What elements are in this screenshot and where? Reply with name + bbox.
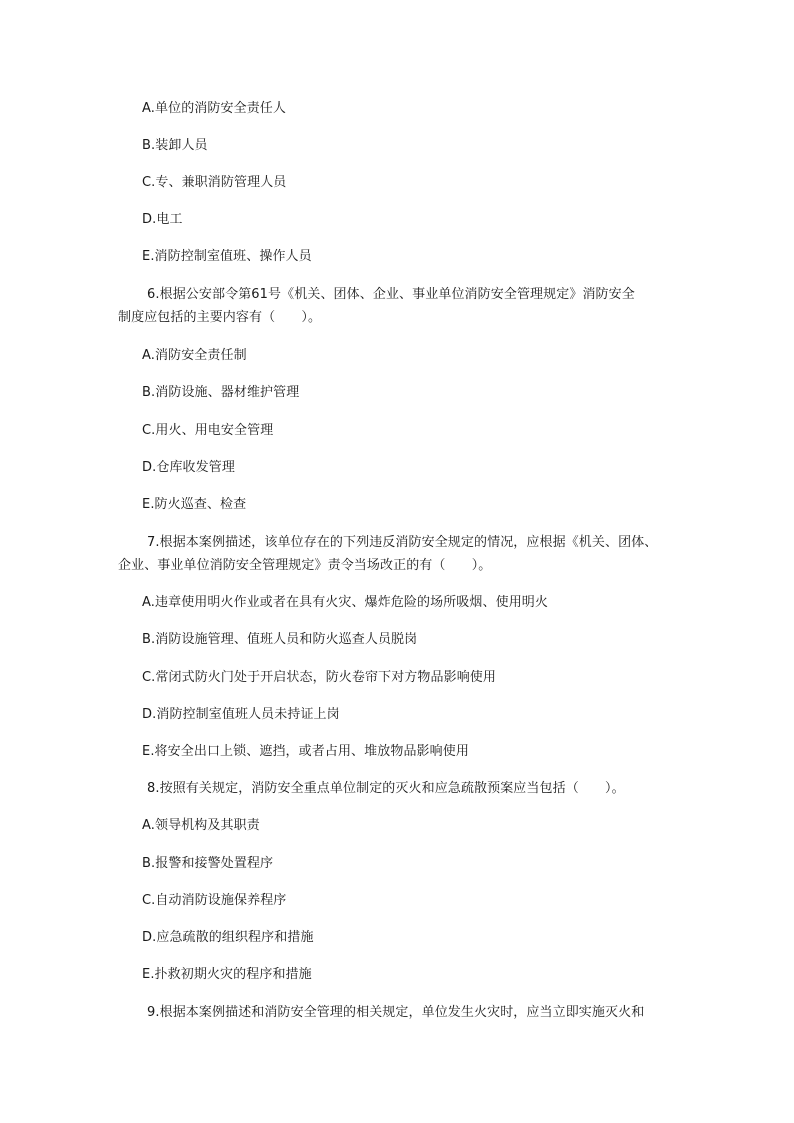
q6-stem-line1: 6.根据公安部令第61号《机关、团体、企业、事业单位消防安全管理规定》消防安全: [147, 287, 635, 302]
q5-option-d: D.电工: [142, 212, 183, 227]
q6-option-c: C.用火、用电安全管理: [142, 423, 274, 438]
q5-option-c: C.专、兼职消防管理人员: [142, 175, 287, 190]
q8-option-b: B.报警和接警处置程序: [142, 856, 274, 871]
q6-option-a: A.消防安全责任制: [142, 348, 247, 363]
q8-option-d: D.应急疏散的组织程序和措施: [142, 930, 314, 945]
q6-option-b: B.消防设施、器材维护管理: [142, 385, 300, 400]
q7-option-b: B.消防设施管理、值班人员和防火巡查人员脱岗: [142, 632, 418, 647]
q7-option-e: E.将安全出口上锁、遮挡，或者占用、堆放物品影响使用: [142, 744, 469, 759]
q7-option-d: D.消防控制室值班人员未持证上岗: [142, 707, 340, 722]
q7-stem-line2: 企业、事业单位消防安全管理规定》责令当场改正的有（ ）。: [118, 558, 492, 573]
q5-option-b: B.装卸人员: [142, 138, 208, 153]
q7-option-c: C.常闭式防火门处于开启状态，防火卷帘下对方物品影响使用: [142, 670, 497, 685]
q9-stem-line1: 9.根据本案例描述和消防安全管理的相关规定，单位发生火灾时，应当立即实施灭火和: [147, 1005, 645, 1020]
q8-option-a: A.领导机构及其职责: [142, 818, 260, 833]
q6-stem-line2: 制度应包括的主要内容有（ ）。: [118, 310, 322, 325]
q7-option-a: A.违章使用明火作业或者在具有火灾、爆炸危险的场所吸烟、使用明火: [142, 595, 548, 610]
q6-option-d: D.仓库收发管理: [142, 460, 235, 475]
q6-option-e: E.防火巡查、检查: [142, 497, 247, 512]
q8-option-c: C.自动消防设施保养程序: [142, 893, 287, 908]
q8-option-e: E.扑救初期火灾的程序和措施: [142, 967, 312, 982]
q5-option-e: E.消防控制室值班、操作人员: [142, 249, 312, 264]
q7-stem-line1: 7.根据本案例描述，该单位存在的下列违反消防安全规定的情况，应根据《机关、团体、: [147, 535, 658, 550]
q8-stem-line1: 8.按照有关规定，消防安全重点单位制定的灭火和应急疏散预案应当包括（ ）。: [147, 781, 625, 796]
q5-option-a: A.单位的消防安全责任人: [142, 101, 286, 116]
